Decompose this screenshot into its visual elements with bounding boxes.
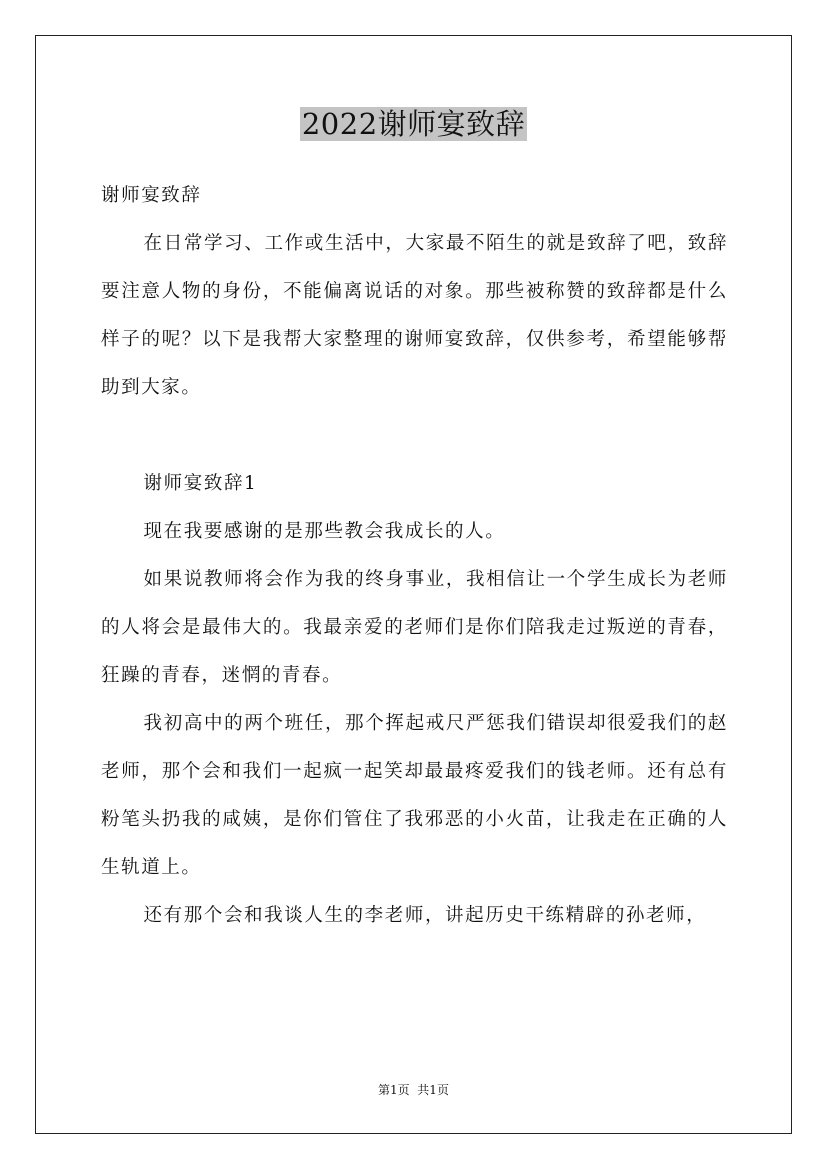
page-number-footer: 第1页 共1页 bbox=[378, 1083, 449, 1097]
section-heading-speech-1: 谢师宴致辞1 bbox=[143, 473, 258, 494]
body-paragraph: 我初高中的两个班任，那个挥起戒尺严惩我们错误却很爱我们的赵老师，那个会和我们一起疯一起笑却最最疼爱我们的钱老师。还有总有粉笔头扔我的咸姨，是你们管住了我邪恶的小火苗，让我走在正确的人生轨道上。 bbox=[101, 713, 728, 878]
body-paragraph: 现在我要感谢的是那些教会我成长的人。 bbox=[143, 521, 506, 542]
document-body bbox=[101, 172, 728, 940]
intro-paragraph: 在日常学习、工作或生活中，大家最不陌生的就是致辞了吧，致辞要注意人物的身份，不能偏离说话的对象。那些被称赞的致辞都是什么样子的呢？以下是我帮大家整理的谢师宴致辞，仅供参考，希望能够帮助到大家。 bbox=[101, 233, 728, 398]
body-paragraph: 如果说教师将会作为我的终身事业，我相信让一个学生成长为老师的人将会是最伟大的。我最亲爱的老师们是你们陪我走过叛逆的青春，狂躁的青春，迷惘的青春。 bbox=[101, 569, 728, 686]
paragraph-spacer bbox=[101, 412, 728, 460]
document-title bbox=[0, 104, 827, 144]
section-heading-intro: 谢师宴致辞 bbox=[101, 185, 202, 206]
body-paragraph: 还有那个会和我谈人生的李老师，讲起历史干练精辟的孙老师， bbox=[143, 905, 707, 926]
document-title-text: 2022谢师宴致辞 bbox=[301, 107, 526, 141]
